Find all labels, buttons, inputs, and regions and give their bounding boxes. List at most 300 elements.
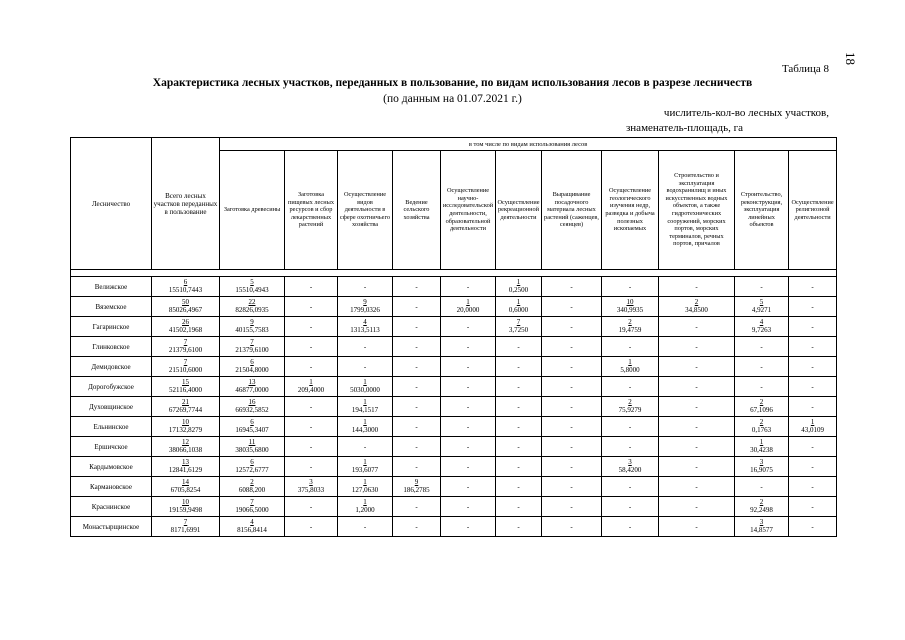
type-cell-10 (735, 397, 789, 417)
plot-count: 7 (183, 358, 188, 367)
type-cell-2 (285, 477, 338, 497)
type-cell-4: - (393, 417, 441, 437)
plot-count: 1 (363, 398, 367, 407)
header-leschestvo: Лесничество (71, 138, 152, 270)
leschestvo-name: Кармановское (71, 477, 152, 497)
type-cell-11: - (789, 357, 837, 377)
plot-area: 8171,6991 (170, 525, 201, 534)
type-cell-10: - (735, 277, 789, 297)
table-row (71, 357, 837, 377)
type-cell-9: - (659, 477, 735, 497)
type-cell-5: - (441, 397, 496, 417)
total-cell (152, 457, 220, 477)
type-cell-1 (220, 497, 285, 517)
type-cell-10 (735, 297, 789, 317)
type-cell-2: - (285, 357, 338, 377)
forest-plots-table (70, 137, 837, 537)
type-cell-11: - (789, 397, 837, 417)
total-cell (152, 337, 220, 357)
plot-count: 13 (182, 458, 189, 467)
type-cell-6: - (496, 517, 542, 537)
type-cell-9: - (659, 437, 735, 457)
type-cell-6: - (496, 457, 542, 477)
type-cell-8 (602, 457, 659, 477)
type-cell-6: - (496, 437, 542, 457)
plot-count: 2 (759, 498, 764, 507)
type-cell-8: - (602, 497, 659, 517)
plot-area: 0,1763 (751, 425, 772, 434)
type-cell-3 (338, 497, 393, 517)
type-cell-6 (496, 317, 542, 337)
plot-count: 1 (516, 278, 521, 287)
plot-count: 2 (628, 398, 632, 407)
type-cell-4: - (393, 437, 441, 457)
plot-area: 209,4000 (297, 385, 325, 394)
leschestvo-name: Монастырщинское (71, 517, 152, 537)
plot-count: 7 (183, 338, 188, 347)
plot-area: 40155,7583 (235, 325, 269, 334)
plot-area: 19,4759 (618, 325, 642, 334)
plot-area: 75,9279 (618, 405, 642, 414)
plot-area: 375,8033 (297, 485, 325, 494)
type-cell-4: - (393, 357, 441, 377)
plot-count: 1 (363, 478, 367, 487)
header-super: в том числе по видам использования лесов (220, 138, 837, 151)
type-cell-5: - (441, 417, 496, 437)
type-cell-1 (220, 317, 285, 337)
type-cell-2: - (285, 397, 338, 417)
plot-area: 15510,7443 (168, 285, 203, 294)
type-cell-4: - (393, 517, 441, 537)
type-cell-11: - (789, 337, 837, 357)
type-cell-9: - (659, 397, 735, 417)
type-cell-9: - (659, 457, 735, 477)
header-type-9: Строительство и эксплуатация водохранилищ и иных искусственных водных объектов, а также гидротехнических сооружений, морских портов, морских терминалов, речных портов, причалов (659, 151, 735, 270)
plot-area: 3,7250 (508, 325, 529, 334)
header-type-2: Заготовка пищевых лесных ресурсов и сбор лекарственных растений (285, 151, 338, 270)
type-cell-9: - (659, 277, 735, 297)
total-cell (152, 357, 220, 377)
plot-count: 22 (248, 298, 256, 307)
plot-area: 5,8000 (620, 365, 640, 374)
plot-count: 10 (182, 418, 189, 427)
plot-area: 38066,1038 (168, 445, 203, 454)
plot-count: 1 (363, 418, 367, 427)
type-cell-10 (735, 417, 789, 437)
plot-area: 6705,8254 (170, 485, 201, 494)
plot-area: 186,2785 (403, 485, 430, 494)
plot-count: 2 (694, 298, 699, 307)
type-cell-8 (602, 317, 659, 337)
type-cell-10: - (735, 337, 789, 357)
plot-count: 2 (250, 478, 254, 487)
type-cell-1 (220, 437, 285, 457)
type-cell-1 (220, 477, 285, 497)
type-cell-1 (220, 337, 285, 357)
type-cell-5: - (441, 317, 496, 337)
table-row (71, 437, 837, 457)
plot-count: 1 (363, 378, 367, 387)
type-cell-7: - (542, 437, 602, 457)
plot-count: 10 (626, 298, 634, 307)
type-cell-1 (220, 377, 285, 397)
type-cell-3 (338, 377, 393, 397)
plot-count: 7 (516, 318, 521, 327)
plot-area: 14,8577 (750, 525, 773, 534)
type-cell-3 (338, 477, 393, 497)
type-cell-2: - (285, 497, 338, 517)
header-type-7: Выращивание посадочного материала лесных растений (саженцев, сеянцев) (542, 151, 602, 270)
plot-count: 9 (363, 298, 367, 307)
type-cell-3: - (338, 277, 393, 297)
table-row (71, 497, 837, 517)
type-cell-11: - (789, 457, 837, 477)
plot-area: 21379,6100 (168, 345, 203, 354)
type-cell-11: - (789, 517, 837, 537)
plot-count: 3 (628, 458, 632, 467)
type-cell-4: - (393, 297, 441, 317)
total-cell (152, 477, 220, 497)
type-cell-11: - (789, 437, 837, 457)
type-cell-4: - (393, 397, 441, 417)
leschestvo-name: Дорогобужское (71, 377, 152, 397)
type-cell-5: - (441, 497, 496, 517)
type-cell-8: - (602, 417, 659, 437)
type-cell-2: - (285, 457, 338, 477)
type-cell-2: - (285, 337, 338, 357)
plot-count: 6 (250, 458, 254, 467)
type-cell-5: - (441, 517, 496, 537)
type-cell-3 (338, 317, 393, 337)
table-row (71, 417, 837, 437)
plot-area: 4,9271 (751, 305, 772, 314)
type-cell-8 (602, 397, 659, 417)
plot-area: 127,0630 (351, 485, 379, 494)
plot-area: 21510,6000 (168, 365, 203, 374)
type-cell-9: - (659, 357, 735, 377)
plot-count: 26 (182, 318, 189, 327)
plot-area: 15510,4943 (235, 285, 269, 294)
plot-area: 67269,7744 (168, 405, 203, 414)
type-cell-9 (659, 297, 735, 317)
type-cell-8: - (602, 277, 659, 297)
plot-count: 4 (250, 518, 254, 527)
type-cell-2: - (285, 297, 338, 317)
leschestvo-name: Ершичское (71, 437, 152, 457)
header-type-4: Ведение сельского хозяйства (393, 151, 441, 270)
type-cell-7: - (542, 517, 602, 537)
table-row (71, 317, 837, 337)
plot-count: 16 (248, 398, 256, 407)
plot-count: 3 (309, 478, 313, 487)
plot-count: 7 (183, 518, 188, 527)
plot-area: 17132,8279 (168, 425, 203, 434)
table-number: Таблица 8 (781, 63, 829, 75)
type-cell-3: - (338, 517, 393, 537)
type-cell-10 (735, 497, 789, 517)
table-row (71, 297, 837, 317)
plot-count: 1 (810, 418, 815, 427)
plot-area: 8156,8414 (237, 525, 267, 534)
type-cell-7: - (542, 357, 602, 377)
plot-count: 1 (309, 378, 313, 387)
type-cell-5: - (441, 337, 496, 357)
total-cell (152, 437, 220, 457)
plot-area: 38035,6800 (235, 445, 269, 454)
type-cell-5: - (441, 457, 496, 477)
document-title: Характеристика лесных участков, переданных в пользование, по видам использования лесов в разрезе лесничеств (152, 77, 753, 89)
plot-area: 0,2500 (508, 285, 529, 294)
total-cell (152, 277, 220, 297)
type-cell-8 (602, 297, 659, 317)
leschestvo-name: Кардымовское (71, 457, 152, 477)
plot-count: 11 (248, 438, 256, 447)
type-cell-1 (220, 297, 285, 317)
type-cell-6 (496, 277, 542, 297)
type-cell-1 (220, 277, 285, 297)
type-cell-6: - (496, 417, 542, 437)
type-cell-4: - (393, 277, 441, 297)
plot-count: 7 (250, 498, 254, 507)
table-row (71, 477, 837, 497)
type-cell-6: - (496, 497, 542, 517)
type-cell-1 (220, 517, 285, 537)
type-cell-8: - (602, 437, 659, 457)
plot-area: 1,2000 (355, 505, 375, 514)
header-type-6: Осуществление рекреационной деятельности (496, 151, 542, 270)
plot-area: 43,0109 (801, 425, 824, 434)
type-cell-6: - (496, 477, 542, 497)
type-cell-4: - (393, 497, 441, 517)
leschestvo-name: Вяземское (71, 297, 152, 317)
plot-area: 194,1517 (351, 405, 379, 414)
type-cell-11: - (789, 317, 837, 337)
type-cell-8: - (602, 477, 659, 497)
total-cell (152, 377, 220, 397)
type-cell-5: - (441, 357, 496, 377)
type-cell-6: - (496, 357, 542, 377)
type-cell-10: - (735, 377, 789, 397)
plot-area: 82826,0935 (235, 305, 269, 314)
plot-count: 2 (628, 318, 632, 327)
plot-count: 14 (182, 478, 189, 487)
type-cell-8: - (602, 377, 659, 397)
table-row (71, 277, 837, 297)
type-cell-10 (735, 317, 789, 337)
leschestvo-name: Велижское (71, 277, 152, 297)
plot-count: 50 (182, 298, 189, 307)
plot-area: 52116,4000 (169, 385, 202, 394)
plot-count: 9 (250, 318, 254, 327)
plot-area: 12841,6129 (168, 465, 203, 474)
type-cell-10: - (735, 357, 789, 377)
type-cell-11 (789, 417, 837, 437)
type-cell-1 (220, 357, 285, 377)
type-cell-9: - (659, 497, 735, 517)
plot-area: 67,1096 (750, 405, 773, 414)
type-cell-8: - (602, 337, 659, 357)
plot-count: 15 (182, 378, 189, 387)
type-cell-8: - (602, 517, 659, 537)
type-cell-10 (735, 437, 789, 457)
header-total: Всего лесных участков переданных в пользование (152, 138, 220, 270)
type-cell-3 (338, 397, 393, 417)
type-cell-7: - (542, 397, 602, 417)
type-cell-3 (338, 297, 393, 317)
type-cell-7: - (542, 277, 602, 297)
type-cell-4: - (393, 317, 441, 337)
plot-count: 5 (250, 278, 254, 287)
type-cell-9: - (659, 517, 735, 537)
leschestvo-name: Глинковское (71, 337, 152, 357)
plot-count: 1 (516, 298, 521, 307)
type-cell-5: - (441, 437, 496, 457)
type-cell-6 (496, 297, 542, 317)
type-cell-3 (338, 457, 393, 477)
plot-count: 4 (363, 318, 367, 327)
plot-area: 66932,5852 (235, 405, 269, 414)
plot-area: 34,8500 (685, 305, 708, 314)
type-cell-4: - (393, 337, 441, 357)
type-cell-11: - (789, 277, 837, 297)
legend-denominator: знаменатель-площадь, га (625, 122, 743, 134)
header-type-1: Заготовка древесины (220, 151, 285, 270)
type-cell-7: - (542, 457, 602, 477)
plot-count: 1 (466, 298, 470, 307)
plot-area: 16,9075 (750, 465, 773, 474)
type-cell-9: - (659, 317, 735, 337)
type-cell-2: - (285, 277, 338, 297)
type-cell-9: - (659, 417, 735, 437)
header-type-10: Строительство, реконструкция, эксплуатация линейных объектов (735, 151, 789, 270)
table-row (71, 517, 837, 537)
type-cell-3 (338, 417, 393, 437)
plot-count: 3 (759, 458, 764, 467)
document-subtitle: (по данным на 01.07.2021 г.) (383, 93, 522, 105)
header-type-11: Осуществление религиозной деятельности (789, 151, 837, 270)
plot-area: 92,2498 (750, 505, 773, 514)
type-cell-10: - (735, 477, 789, 497)
plot-area: 16945,3407 (235, 425, 269, 434)
type-cell-10 (735, 457, 789, 477)
header-type-8: Осуществление геологического изучения недр, разведка и добыча полезных ископаемых (602, 151, 659, 270)
plot-area: 9,7263 (751, 325, 772, 334)
type-cell-7: - (542, 417, 602, 437)
table-row (71, 337, 837, 357)
type-cell-5: - (441, 477, 496, 497)
type-cell-6: - (496, 397, 542, 417)
type-cell-4 (393, 477, 441, 497)
plot-area: 5030,0000 (350, 385, 380, 394)
plot-area: 6088,200 (238, 485, 266, 494)
plot-area: 20,0000 (456, 305, 480, 314)
type-cell-11: - (789, 477, 837, 497)
plot-count: 2 (759, 418, 764, 427)
plot-area: 144,3000 (351, 425, 379, 434)
plot-area: 46877,0000 (235, 385, 269, 394)
type-cell-7: - (542, 337, 602, 357)
type-cell-5: - (441, 277, 496, 297)
plot-area: 41502,1968 (168, 325, 203, 334)
plot-count: 6 (250, 418, 254, 427)
total-cell (152, 517, 220, 537)
type-cell-9: - (659, 337, 735, 357)
total-cell (152, 417, 220, 437)
leschestvo-name: Гагаринское (71, 317, 152, 337)
type-cell-3: - (338, 437, 393, 457)
type-cell-1 (220, 457, 285, 477)
type-cell-2: - (285, 517, 338, 537)
plot-count: 6 (250, 358, 254, 367)
plot-area: 340,9935 (616, 305, 644, 314)
plot-area: 1313,5113 (350, 325, 380, 334)
type-cell-7: - (542, 477, 602, 497)
total-cell (152, 497, 220, 517)
plot-area: 19159,9498 (168, 505, 203, 514)
plot-count: 3 (759, 518, 764, 527)
type-cell-7: - (542, 297, 602, 317)
plot-area: 0,6000 (508, 305, 529, 314)
type-cell-2: - (285, 437, 338, 457)
type-cell-3: - (338, 337, 393, 357)
table-row (71, 377, 837, 397)
plot-area: 58,4200 (618, 465, 642, 474)
type-cell-4: - (393, 457, 441, 477)
plot-count: 9 (414, 478, 419, 487)
table-row (71, 457, 837, 477)
type-cell-7: - (542, 377, 602, 397)
plot-count: 10 (182, 498, 189, 507)
plot-area: 85026,4967 (168, 305, 203, 314)
plot-count: 13 (248, 378, 256, 387)
plot-count: 6 (183, 278, 188, 287)
plot-count: 1 (628, 358, 632, 367)
type-cell-5: - (441, 377, 496, 397)
plot-area: 193,6077 (351, 465, 379, 474)
total-cell (152, 397, 220, 417)
table-row (71, 397, 837, 417)
plot-area: 21504,8000 (235, 365, 269, 374)
leschestvo-name: Демидовское (71, 357, 152, 377)
type-cell-11: - (789, 297, 837, 317)
plot-area: 12572,6777 (235, 465, 269, 474)
type-cell-10 (735, 517, 789, 537)
leschestvo-name: Краснинское (71, 497, 152, 517)
plot-area: 1799,0326 (350, 305, 380, 314)
type-cell-11: - (789, 497, 837, 517)
header-type-5: Осуществление научно-исследовательской деятельности, образовательной деятельности (441, 151, 496, 270)
leschestvo-name: Духовщинское (71, 397, 152, 417)
type-cell-1 (220, 417, 285, 437)
header-type-3: Осуществление видов деятельности в сфере охотничьего хозяйства (338, 151, 393, 270)
plot-count: 1 (363, 498, 367, 507)
plot-area: 19066,5000 (235, 505, 269, 514)
plot-count: 4 (759, 318, 764, 327)
plot-count: 5 (759, 298, 764, 307)
type-cell-4: - (393, 377, 441, 397)
type-cell-2: - (285, 417, 338, 437)
plot-count: 7 (250, 338, 254, 347)
type-cell-2: - (285, 317, 338, 337)
leschestvo-name: Ельнинское (71, 417, 152, 437)
total-cell (152, 297, 220, 317)
type-cell-6: - (496, 377, 542, 397)
type-cell-5 (441, 297, 496, 317)
type-cell-9: - (659, 377, 735, 397)
type-cell-7: - (542, 497, 602, 517)
plot-count: 1 (759, 438, 764, 447)
plot-count: 12 (182, 438, 189, 447)
